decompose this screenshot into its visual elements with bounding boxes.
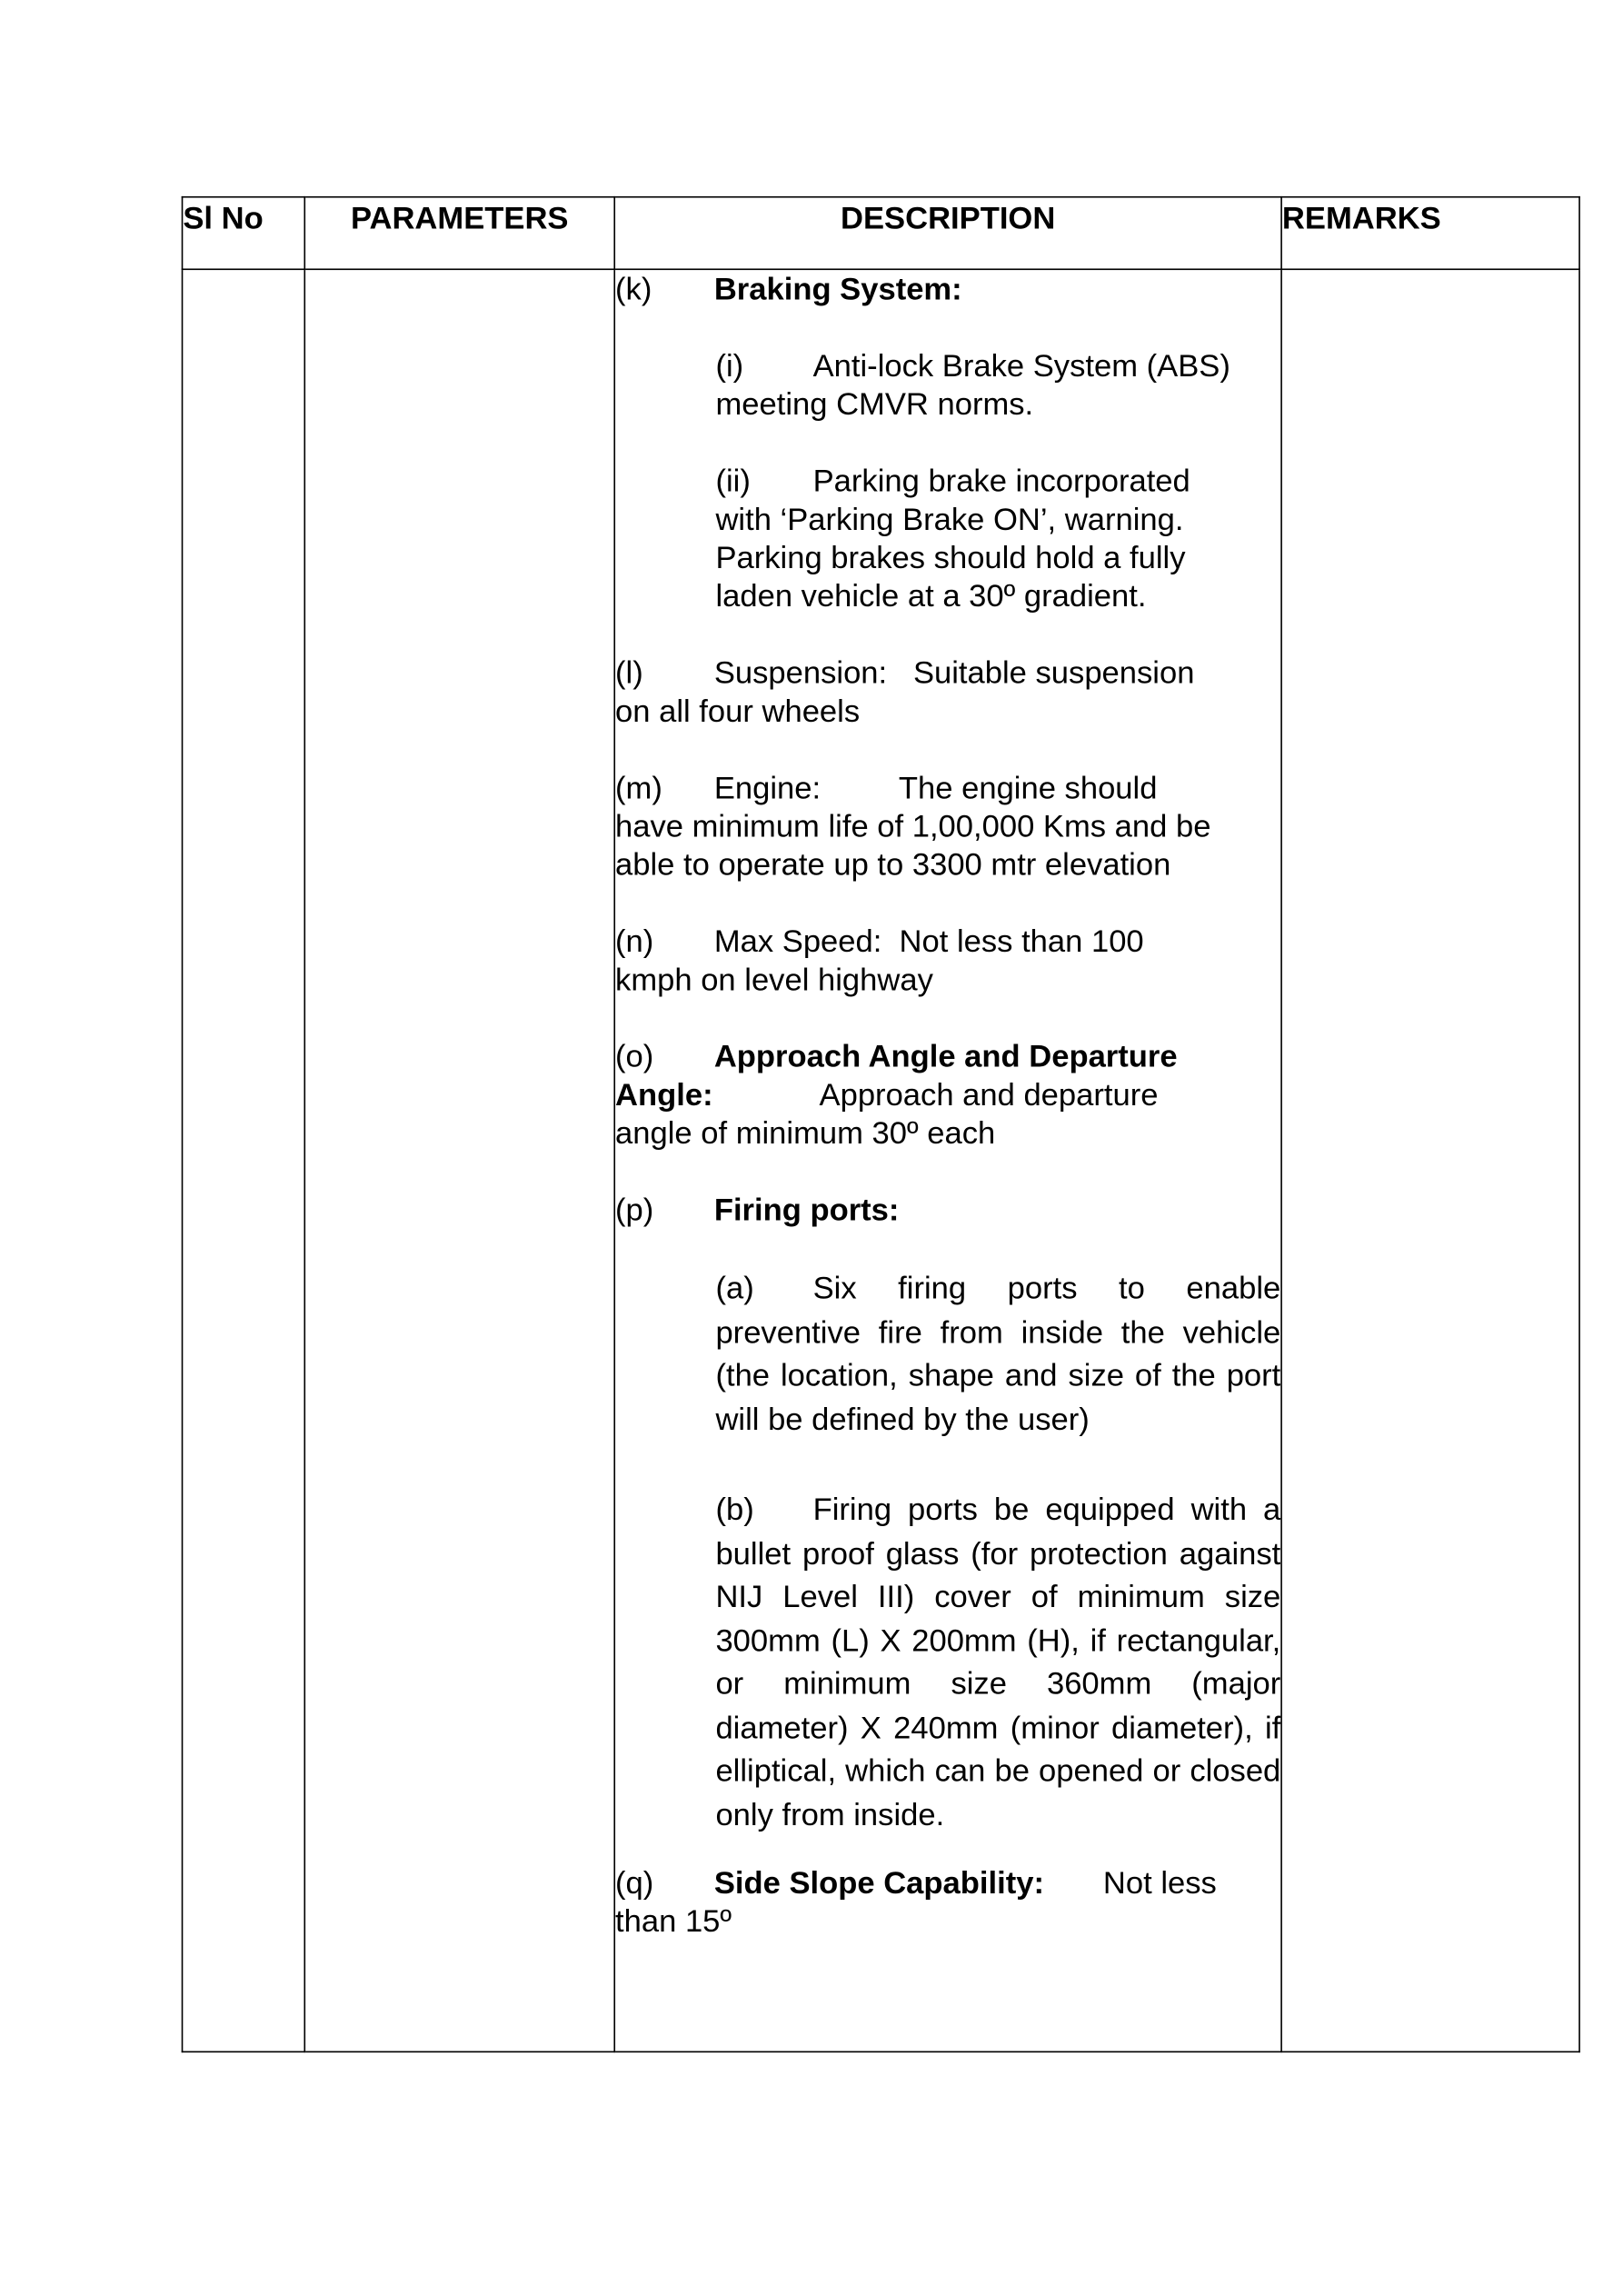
item-l-line1: Suspension: Suitable suspension — [713, 654, 1195, 691]
item-p-a — [715, 1268, 1280, 1442]
header-sl-no: Sl No — [183, 197, 305, 270]
item-p-b-label: (b) — [715, 1492, 754, 1528]
sl-no-cell — [183, 269, 305, 2051]
header-remarks: REMARKS — [1281, 197, 1579, 270]
item-k-ii — [715, 462, 1280, 615]
item-m-line2: have minimum life of 1,00,000 Kms and be — [615, 808, 1211, 844]
item-o-line2: angle of minimum 30º each — [615, 1115, 996, 1152]
item-q — [615, 1863, 1280, 1940]
table-row — [183, 269, 1580, 2051]
item-k-ii-line3: Parking brakes should hold a fully — [715, 540, 1186, 576]
item-p-subitems — [715, 1268, 1280, 1838]
item-p-a-text: Six firing ports to enable preventive fire from inside the vehicle (the location, shape and size of the port will be defined by the user) — [715, 1270, 1281, 1437]
remarks-cell — [1281, 269, 1579, 2051]
item-k-subitems — [715, 346, 1280, 614]
table-header-row — [183, 197, 1580, 270]
item-p-b — [715, 1489, 1280, 1837]
item-k-ii-line1: Parking brake incorporated — [812, 463, 1190, 499]
item-k-title: Braking System: — [713, 271, 962, 307]
item-q-label: (q) — [615, 1864, 654, 1901]
item-n-line1: Max Speed: Not less than 100 — [713, 923, 1144, 960]
item-q-title: Side Slope Capability: — [713, 1864, 1044, 1901]
item-l-line2: on all four wheels — [615, 693, 861, 729]
item-p-title: Firing ports: — [713, 1192, 900, 1228]
item-k-i-line1: Anti-lock Brake System (ABS) — [812, 348, 1230, 384]
item-m-line1: Engine: The engine should — [713, 770, 1158, 806]
item-o-title1: Approach Angle and Departure — [713, 1038, 1178, 1074]
item-o-label: (o) — [615, 1038, 654, 1074]
item-k-label: (k) — [615, 271, 652, 307]
item-p-label: (p) — [615, 1192, 654, 1228]
item-k — [615, 270, 1280, 308]
description-cell — [614, 269, 1281, 2051]
specification-table — [182, 196, 1580, 2052]
item-p-b-text: Firing ports be equipped with a bullet proof glass (for protection against NIJ Level III) cover of minimum size 300mm (L) X 200mm (H), if rectangular, or minimum size 360mm (major diameter) X 240mm (minor diameter), if elliptical, which can be opened or closed only from inside. — [715, 1492, 1281, 1832]
item-m-line3: able to operate up to 3300 mtr elevation — [615, 846, 1171, 883]
item-k-ii-label: (ii) — [715, 463, 751, 499]
item-o-title2: Angle: — [615, 1077, 713, 1113]
item-k-i — [715, 346, 1280, 423]
item-q-text: Not less — [1102, 1864, 1217, 1901]
item-k-ii-line4: laden vehicle at a 30º gradient. — [715, 578, 1147, 614]
item-m — [615, 769, 1280, 884]
item-k-i-line2: meeting CMVR norms. — [715, 386, 1034, 423]
item-l — [615, 654, 1280, 730]
item-n-label: (n) — [615, 923, 654, 960]
item-o — [615, 1037, 1280, 1153]
item-k-i-label: (i) — [715, 348, 744, 384]
item-p-a-label: (a) — [715, 1270, 754, 1306]
item-m-label: (m) — [615, 770, 662, 806]
item-o-text1: Approach and departure — [819, 1077, 1159, 1113]
item-p — [615, 1191, 1280, 1229]
item-k-ii-line2: with ‘Parking Brake ON’, warning. — [715, 501, 1184, 537]
item-n-line2: kmph on level highway — [615, 962, 933, 998]
header-description: DESCRIPTION — [614, 197, 1281, 270]
item-l-label: (l) — [615, 654, 643, 691]
item-q-line2: than 15º — [615, 1903, 732, 1940]
item-n — [615, 923, 1280, 999]
parameters-cell — [304, 269, 614, 2051]
header-parameters: PARAMETERS — [304, 197, 614, 270]
